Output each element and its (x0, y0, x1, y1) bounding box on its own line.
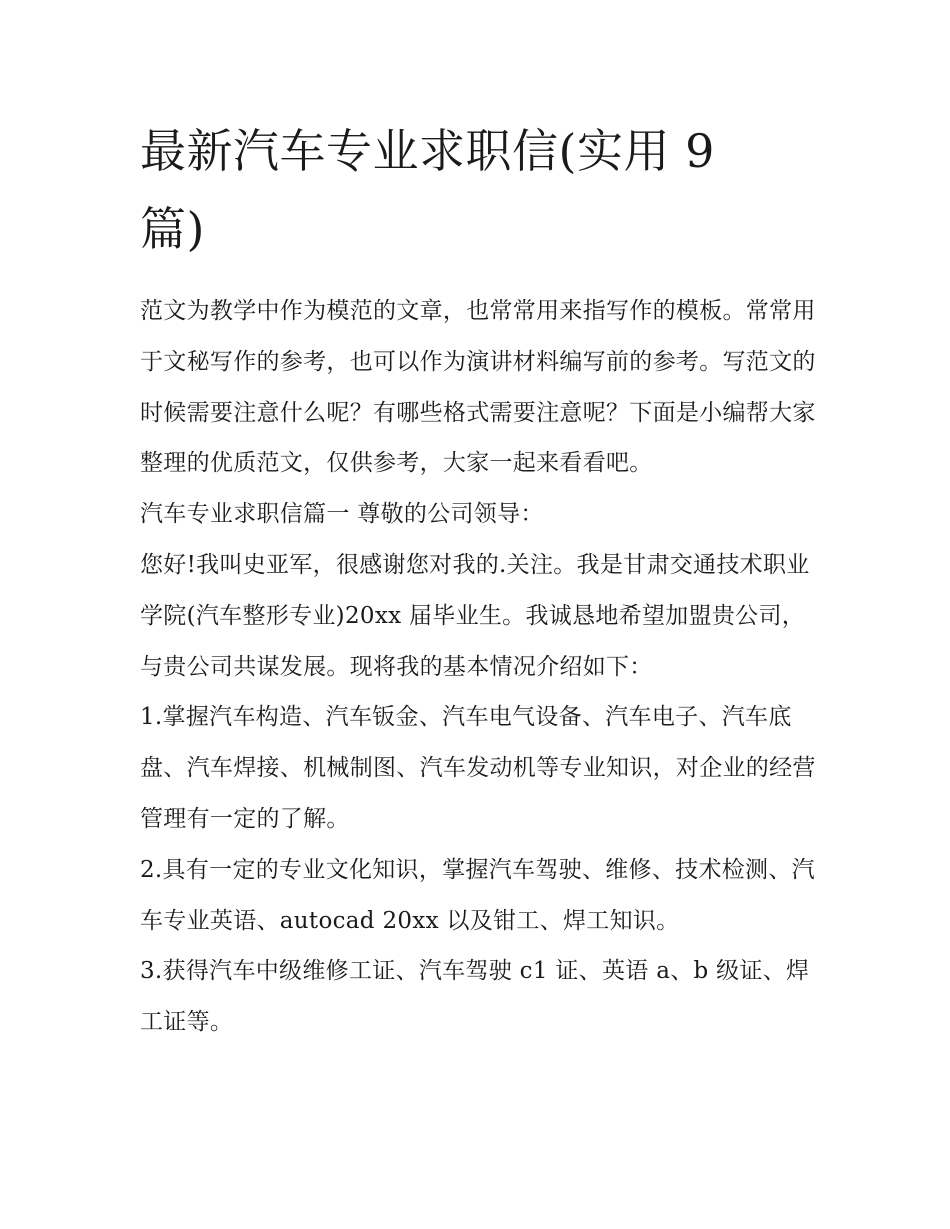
list-item-2: 2.具有一定的专业文化知识，掌握汽车驾驶、维修、技术检测、汽车专业英语、autocad 20xx 以及钳工、焊工知识。 (140, 856, 815, 934)
document-title: 最新汽车专业求职信(实用 9 篇) (140, 124, 715, 256)
list-item-3: 3.获得汽车中级维修工证、汽车驾驶 c1 证、英语 a、b 级证、焊工证等。 (140, 958, 810, 1036)
letter-paragraph: 您好!我叫史亚军，很感谢您对我的.关注。我是甘肃交通技术职业学院(汽车整形专业)20xx 届毕业生。我诚恳地希望加盟贵公司，与贵公司共谋发展。现将我的基本情况介绍如下： (140, 551, 810, 680)
intro-paragraph: 范文为教学中作为模范的文章，也常常用来指写作的模板。常常用于文秘写作的参考，也可以作为演讲材料编写前的参考。写范文的时候需要注意什么呢？有哪些格式需要注意呢？下面是小编帮大家整理的优质范文，仅供参考，大家一起来看看吧。 (140, 298, 816, 477)
letter-heading: 汽车专业求职信篇一 尊敬的公司领导： (140, 501, 544, 528)
document-page (140, 112, 820, 1048)
list-item-1: 1.掌握汽车构造、汽车钣金、汽车电气设备、汽车电子、汽车底盘、汽车焊接、机械制图、汽车发动机等专业知识，对企业的经营管理有一定的了解。 (140, 704, 816, 832)
